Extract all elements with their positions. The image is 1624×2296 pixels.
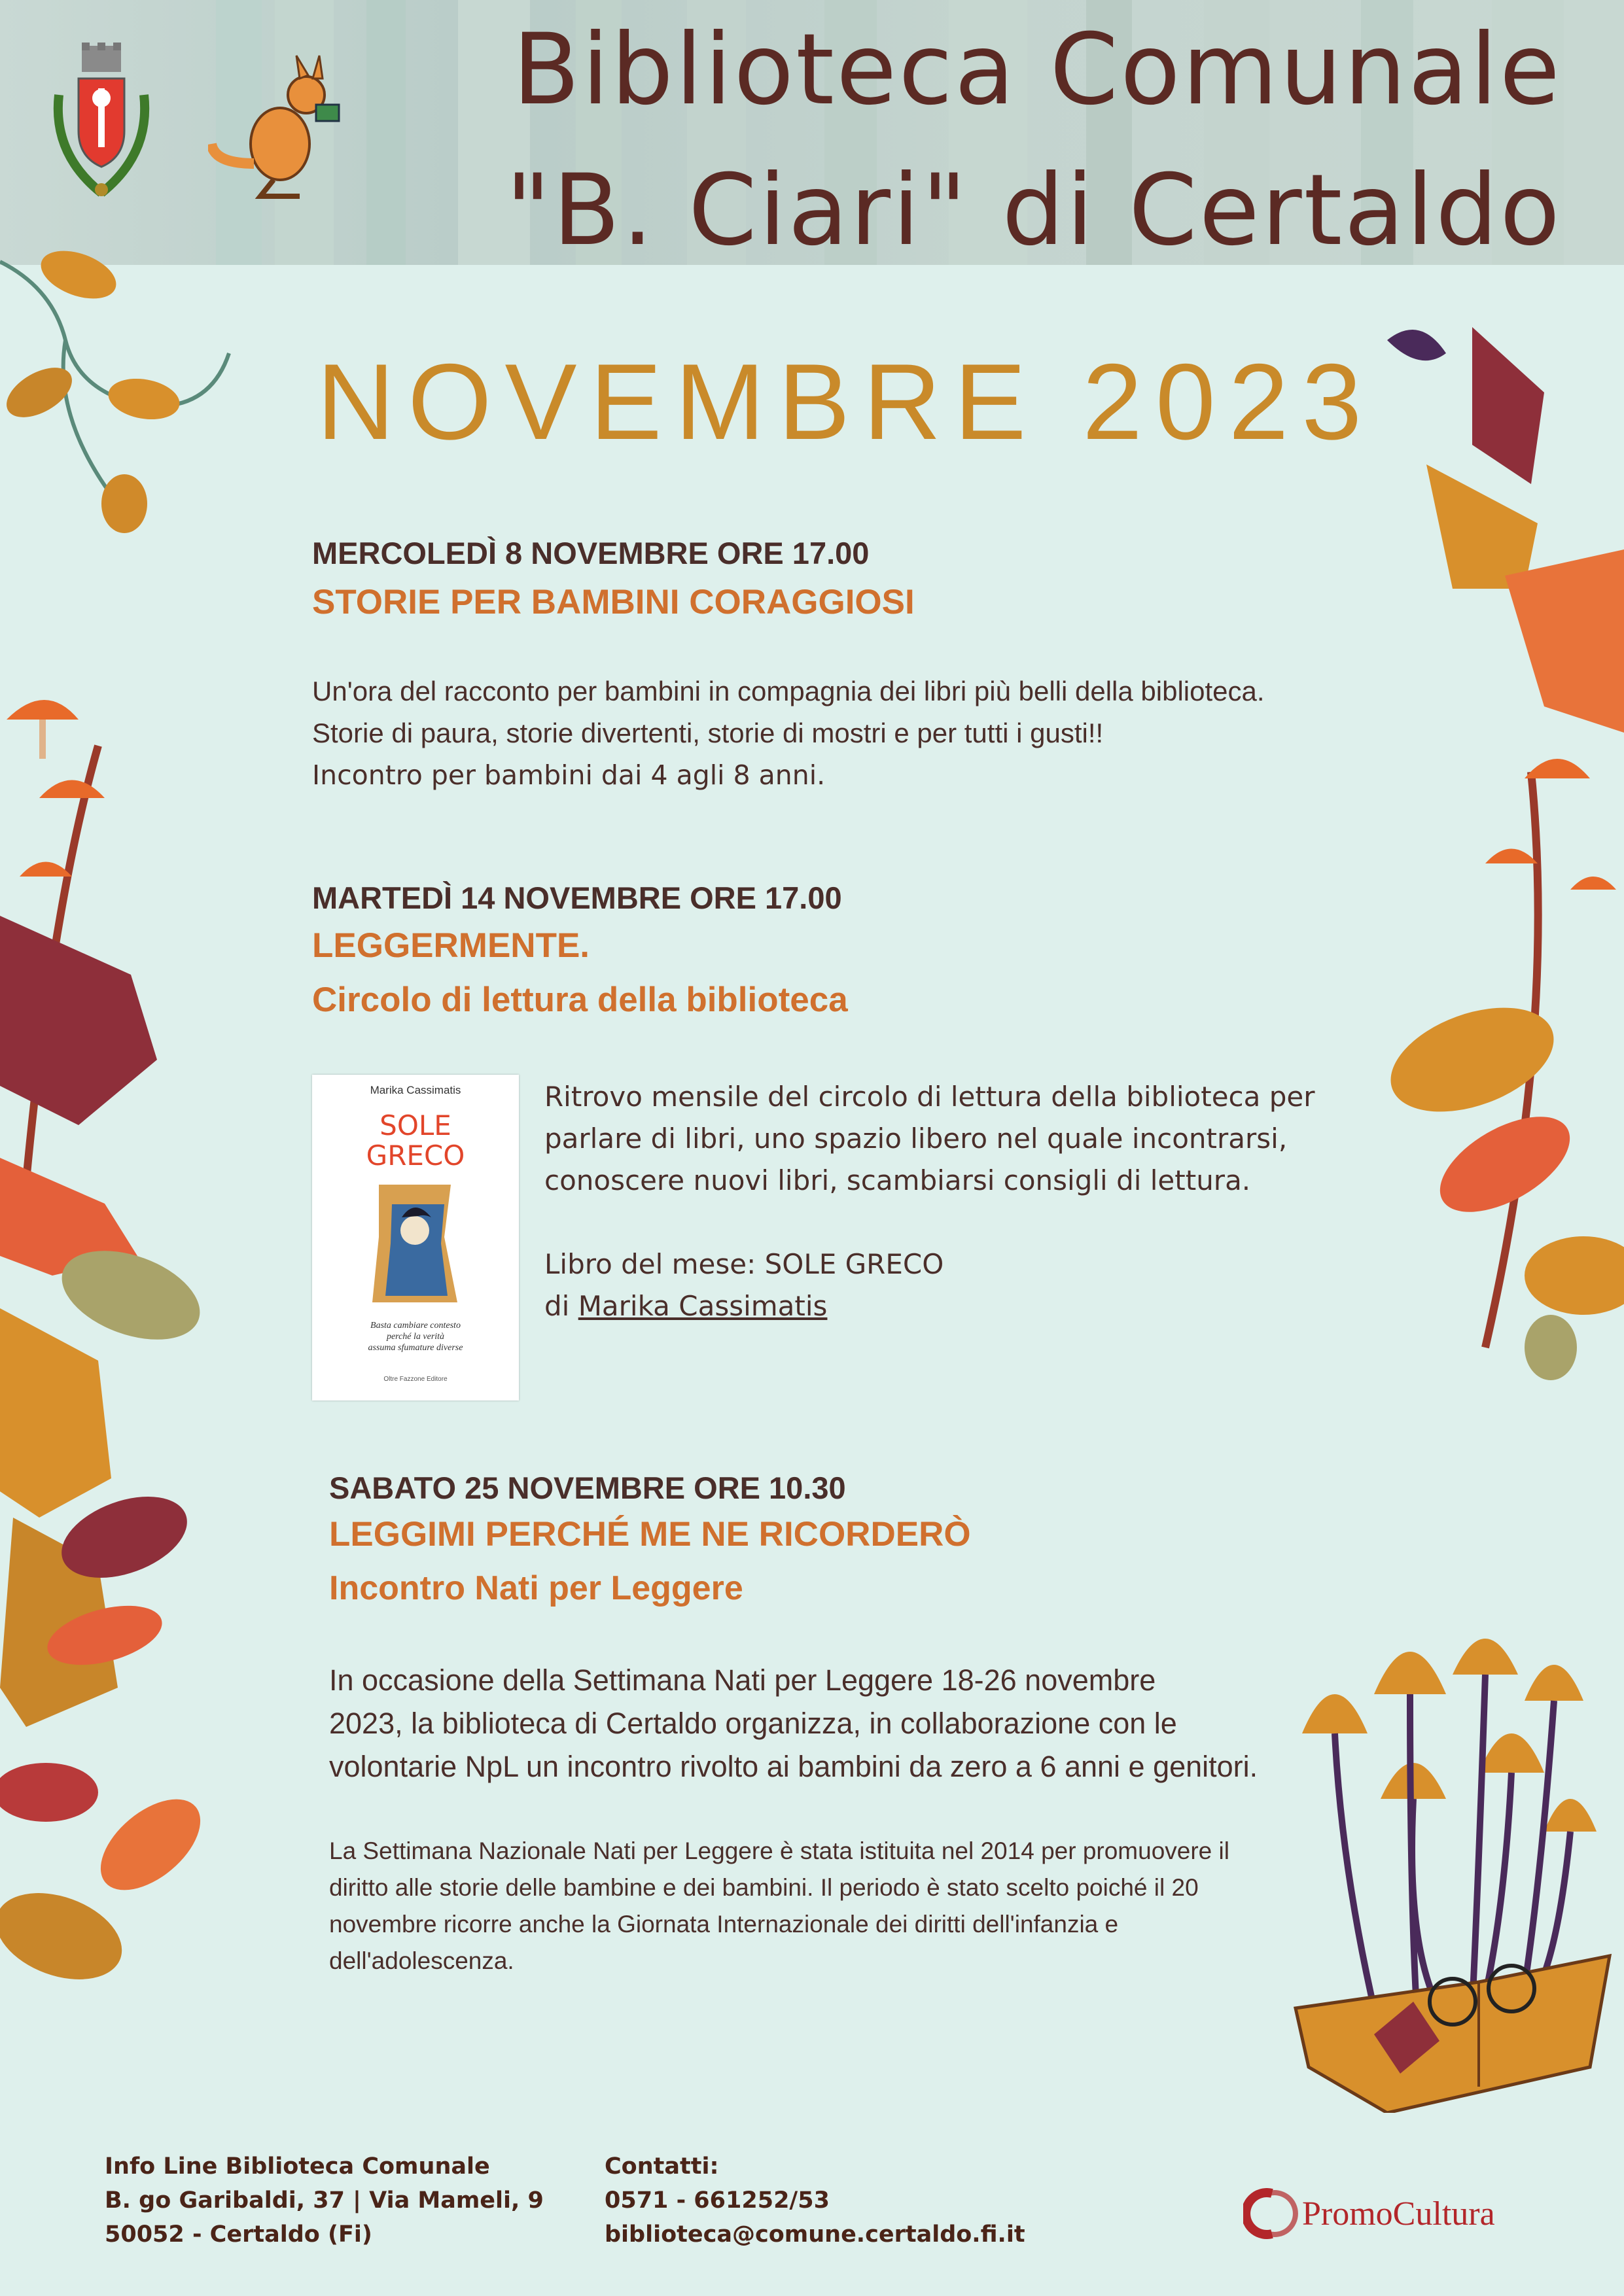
event1-line: Incontro per bambini dai 4 agli 8 anni. (312, 759, 826, 791)
event2-datetime: MARTEDÌ 14 NOVEMBRE ORE 17.00 (312, 880, 842, 915)
event2-line: conoscere nuovi libri, scambiarsi consigli di lettura. (544, 1164, 1251, 1196)
book-of-month: Libro del mese: SOLE GRECO (544, 1248, 944, 1280)
left-leaves-icon (0, 667, 216, 2008)
library-title-line2: "B. Ciari" di Certaldo (505, 154, 1562, 265)
footer-contacts (605, 2149, 1025, 2252)
footer-info (105, 2149, 544, 2252)
event3-line: 2023, la biblioteca di Certaldo organizza, in collaborazione con le (329, 1707, 1177, 1740)
event3-description (329, 1659, 1402, 1788)
month-heading: NOVEMBRE 2023 (317, 341, 1375, 462)
event3-note-line: novembre ricorre anche la Giornata Internazionale dei diritti dell'infanzia e (329, 1911, 1119, 1938)
header-banner (0, 0, 1624, 265)
cover-tagline-line: assuma sfumature diverse (368, 1343, 463, 1353)
cover-title (312, 1111, 519, 1171)
cover-tagline (312, 1320, 519, 1353)
author-prefix: di (544, 1290, 578, 1322)
event1-description (312, 670, 1392, 796)
cover-tagline-line: Basta cambiare contesto (370, 1321, 461, 1331)
footer-info-line: 50052 - Certaldo (Fi) (105, 2221, 372, 2248)
contact-phone[interactable]: 0571 - 661252/53 (605, 2187, 830, 2214)
event3-subtitle: Incontro Nati per Leggere (329, 1569, 743, 1607)
event1-line: Storie di paura, storie divertenti, storie di mostri e per tutti i gusti!! (312, 718, 1104, 748)
event2-line: Ritrovo mensile del circolo di lettura della biblioteca per (544, 1081, 1315, 1113)
event2-title: LEGGERMENTE. (312, 926, 590, 965)
contact-email[interactable]: biblioteca@comune.certaldo.fi.it (605, 2221, 1025, 2248)
cover-title-line: GRECO (366, 1139, 465, 1172)
vine-leaf-icon (0, 249, 249, 543)
cover-title-line: SOLE (380, 1109, 451, 1141)
author-link[interactable]: Marika Cassimatis (578, 1290, 828, 1322)
event3-note-line: La Settimana Nazionale Nati per Leggere è stata istituita nel 2014 per promuovere il (329, 1837, 1229, 1864)
promocultura-logo-icon (1243, 2188, 1301, 2239)
book-author-line (544, 1285, 1395, 1327)
event1-line: Un'ora del racconto per bambini in compagnia dei libri più belli della biblioteca. (312, 676, 1265, 706)
event3-line: In occasione della Settimana Nati per Leggere 18-26 novembre (329, 1663, 1156, 1697)
footer-info-line: B. go Garibaldi, 37 | Via Mameli, 9 (105, 2187, 544, 2214)
cover-tagline-line: perché la verità (386, 1332, 445, 1342)
event1-datetime: MERCOLEDÌ 8 NOVEMBRE ORE 17.00 (312, 536, 870, 570)
event3-line: volontarie NpL un incontro rivolto ai bambini da zero a 6 anni e genitori. (329, 1750, 1258, 1783)
book-cover-image (312, 1075, 519, 1400)
right-leaves-icon (1374, 314, 1624, 1387)
event2-line: parlare di libri, uno spazio libero nel quale incontrarsi, (544, 1122, 1288, 1155)
event2-description (544, 1076, 1395, 1327)
footer-info-line: Info Line Biblioteca Comunale (105, 2153, 490, 2180)
event3-note-line: diritto alle storie delle bambine e dei bambini. Il periodo è stato scelto poiché il 20 (329, 1874, 1199, 1901)
book-spine (366, 0, 406, 265)
event3-title: LEGGIMI PERCHÉ ME NE RICORDERÒ (329, 1515, 971, 1554)
kangaroo-icon (208, 52, 359, 203)
cover-illustration-icon (366, 1178, 464, 1309)
event3-note-line: dell'adolescenza. (329, 1947, 514, 1974)
sponsor-name: PromoCultura (1302, 2195, 1495, 2233)
contacts-label: Contatti: (605, 2153, 719, 2180)
event2-subtitle: Circolo di lettura della biblioteca (312, 981, 848, 1019)
library-title-line1: Biblioteca Comunale (512, 13, 1562, 127)
promocultura-logo (1243, 2188, 1495, 2239)
event3-datetime: SABATO 25 NOVEMBRE ORE 10.30 (329, 1470, 846, 1505)
cover-publisher: Oltre Fazzone Editore (383, 1376, 448, 1383)
event1-title: STORIE PER BAMBINI CORAGGIOSI (312, 583, 915, 621)
cover-author: Marika Cassimatis (370, 1084, 461, 1096)
event3-note (329, 1833, 1402, 1979)
coat-of-arms-icon (52, 43, 150, 206)
